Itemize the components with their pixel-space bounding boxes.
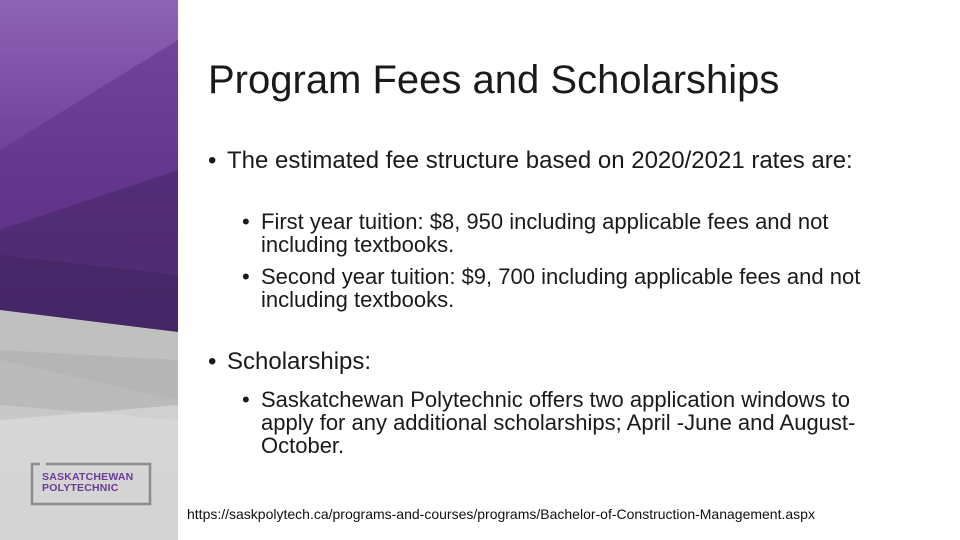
bullet-text: The estimated fee structure based on 2020/2021 rates are: [227,147,853,174]
bullet-icon: • [242,387,250,412]
bullet-scholarships [208,350,898,374]
bullet-text: Scholarships: [227,348,372,375]
sub-bullet-application-windows [242,388,902,457]
source-url-link[interactable]: https://saskpolytech.ca/programs-and-courses/programs/Bachelor-of-Construction-Management.aspx [187,506,815,522]
logo-text-line1: SASKATCHEWAN [42,471,134,483]
sub-bullet-text: Saskatchewan Polytechnic offers two application windows to apply for any additional scholarships; April -June and August-October. [261,387,856,458]
bullet-icon: • [242,264,250,289]
bullet-icon: • [208,147,217,174]
saskpolytech-logo [30,462,152,506]
sub-bullet-text: Second year tuition: $9, 700 including applicable fees and not including textbooks. [261,264,861,312]
bullet-fee-structure [208,149,898,173]
sub-bullet-second-year [242,265,902,311]
logo-text-line2: POLYTECHNIC [42,482,119,494]
sub-bullet-first-year [242,210,902,256]
slide-title: Program Fees and Scholarships [208,58,780,102]
decorative-sidebar [0,0,178,540]
sidebar-graphic [0,0,178,540]
bullet-icon: • [242,209,250,234]
bullet-icon: • [208,348,217,375]
sub-bullet-text: First year tuition: $8, 950 including applicable fees and not including textbooks. [261,209,829,257]
